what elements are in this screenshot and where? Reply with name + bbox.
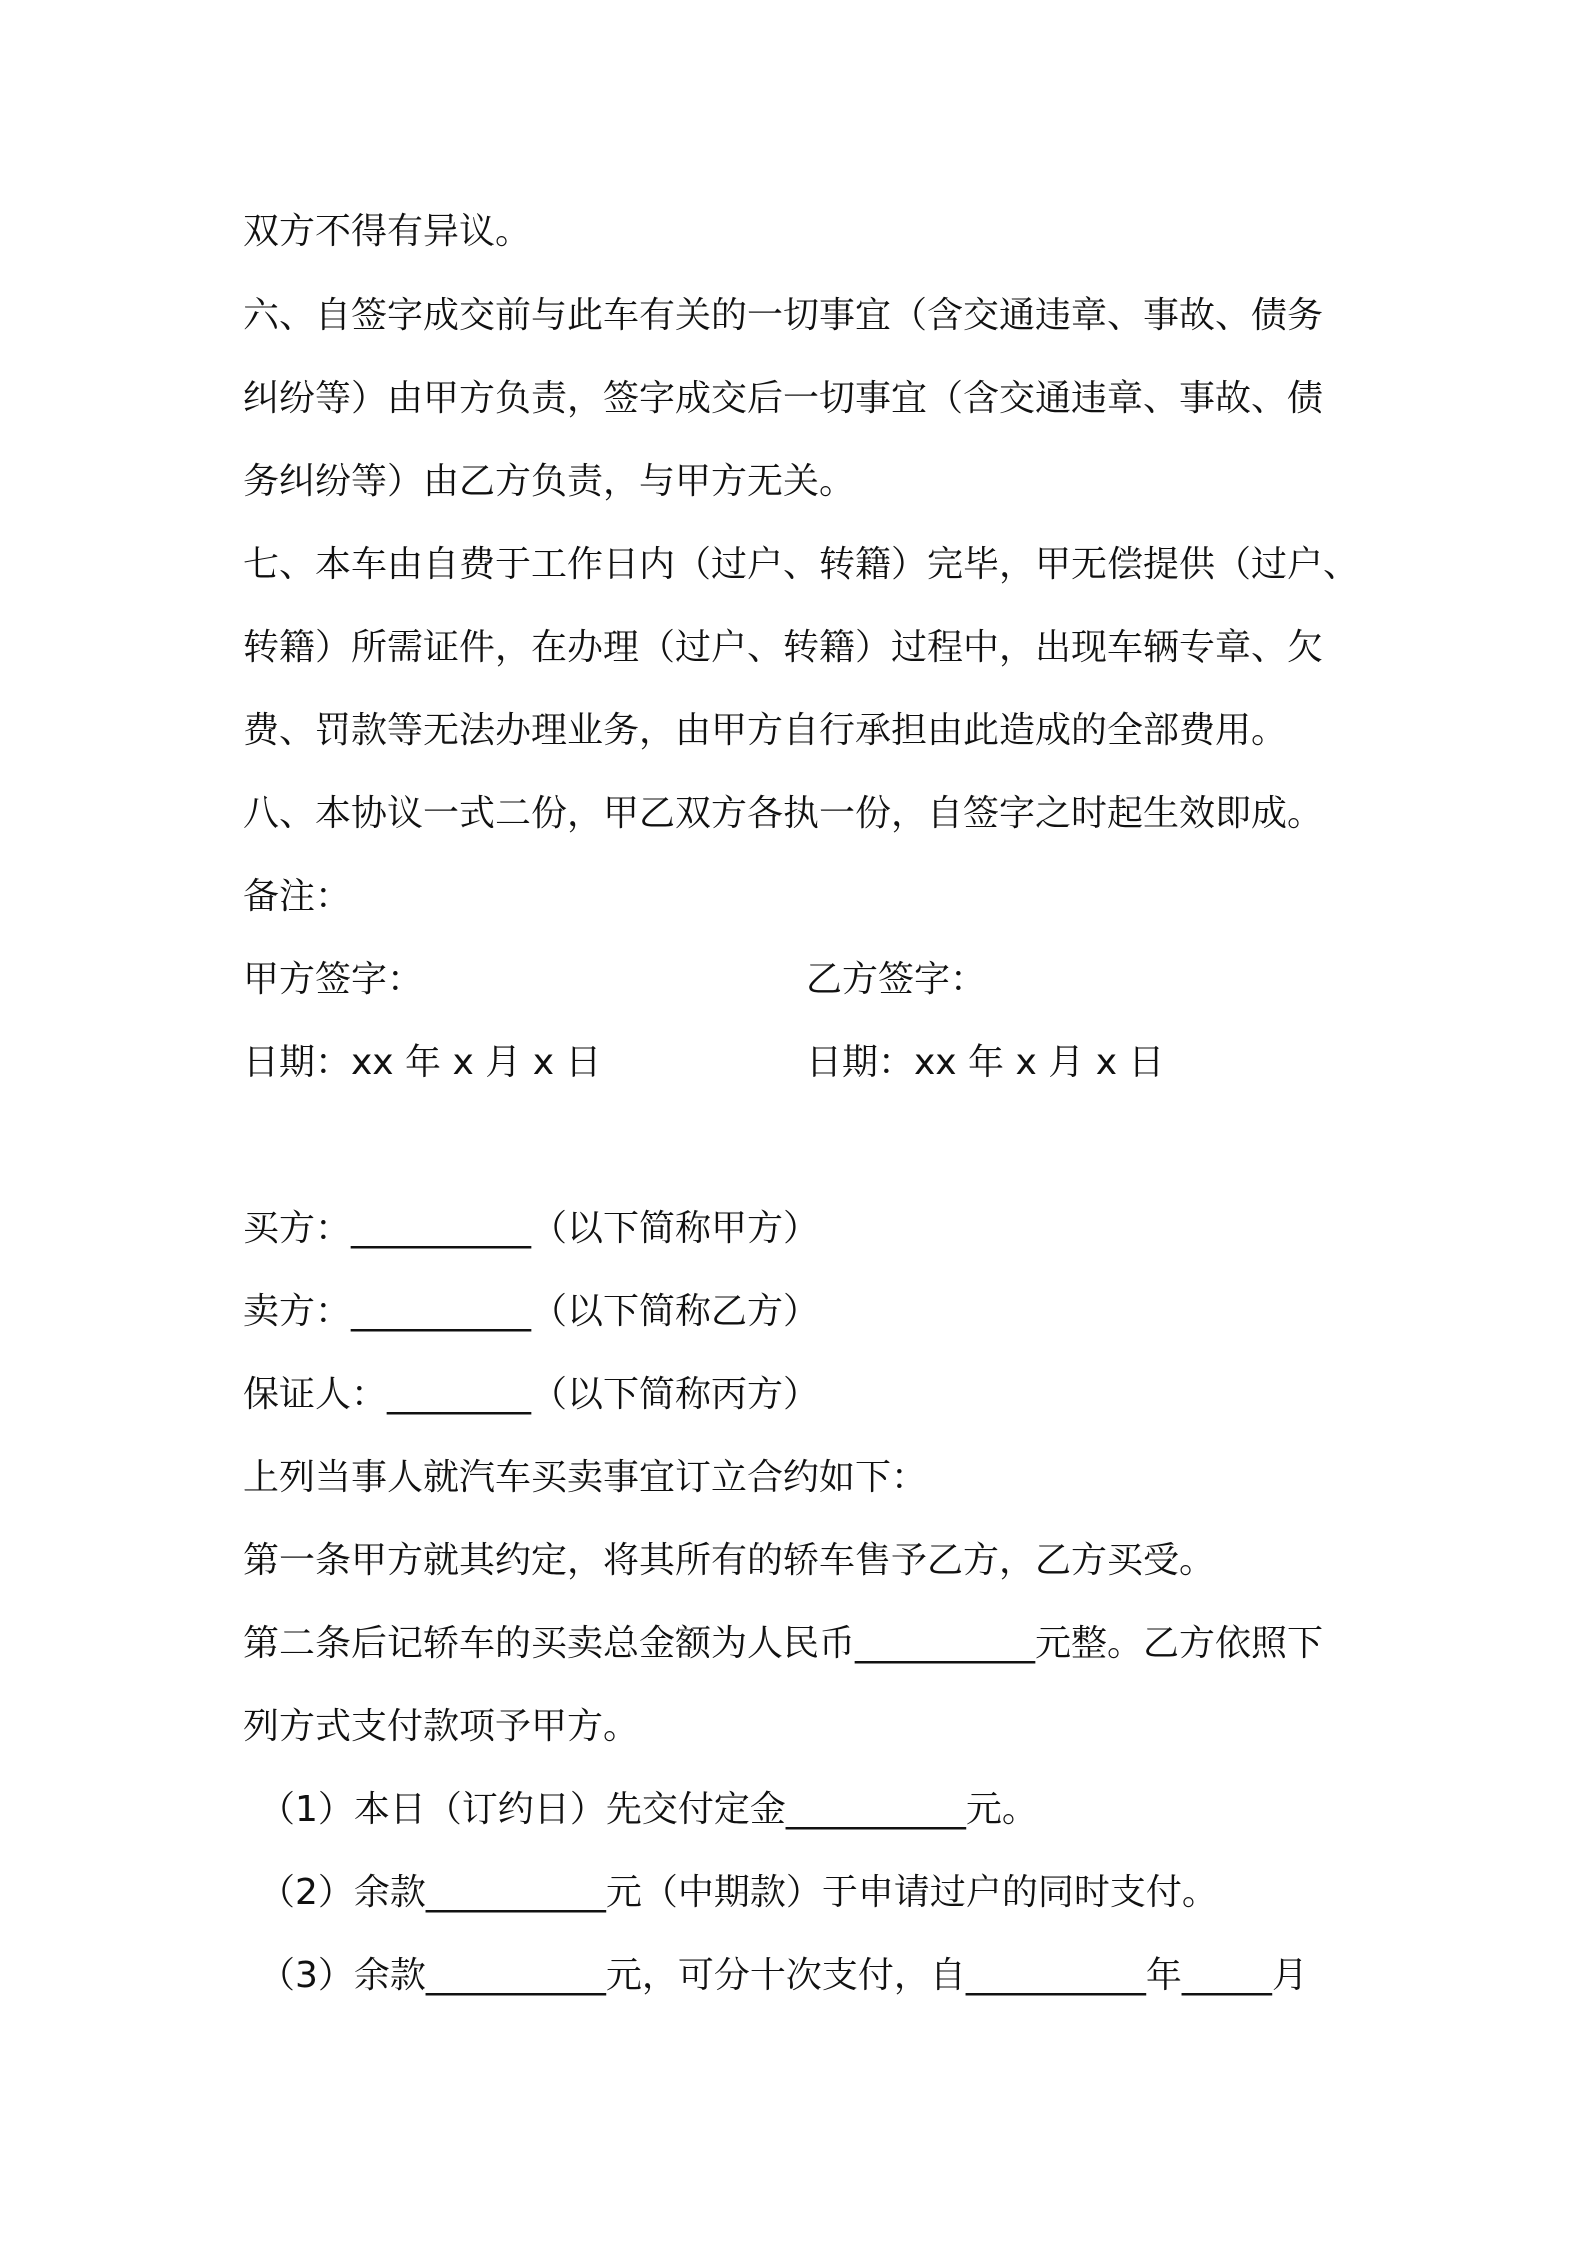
article-two-line: 列方式支付款项予甲方。: [243, 1706, 640, 1747]
remarks-label: 备注：: [243, 876, 352, 917]
clause-six-line: 纠纷等）由甲方负责，签字成交后一切事宜（含交通违章、事故、债: [243, 378, 1324, 419]
clause-seven-line: 费、罚款等无法办理业务，由甲方自行承担由此造成的全部费用。: [243, 710, 1288, 751]
payment-item: （3）余款__________元，可分十次支付，自__________年_____月: [259, 1955, 1308, 1996]
party-a-signature-label: 甲方签字：: [243, 959, 424, 1000]
buyer-line: 买方：__________（以下简称甲方）: [243, 1208, 820, 1249]
payment-item: （2）余款__________元（中期款）于申请过户的同时支付。: [259, 1872, 1218, 1913]
paragraph-line: 双方不得有异议。: [243, 211, 532, 252]
seller-line: 卖方：__________（以下简称乙方）: [243, 1291, 820, 1332]
intro-line: 上列当事人就汽车买卖事宜订立合约如下：: [243, 1457, 928, 1498]
clause-six-line: 务纠纷等）由乙方负责，与甲方无关。: [243, 461, 856, 502]
clause-eight-line: 八、本协议一式二份，甲乙双方各执一份，自签字之时起生效即成。: [243, 793, 1324, 834]
party-b-signature-label: 乙方签字：: [806, 959, 987, 1000]
clause-seven-line: 转籍）所需证件，在办理（过户、转籍）过程中，出现车辆专章、欠: [243, 627, 1324, 668]
article-two-line: 第二条后记轿车的买卖总金额为人民币__________元整。乙方依照下: [243, 1623, 1324, 1664]
party-a-date: 日期：xx 年 x 月 x 日: [243, 1042, 602, 1083]
clause-six-line: 六、自签字成交前与此车有关的一切事宜（含交通违章、事故、债务: [243, 295, 1324, 336]
guarantor-line: 保证人：________（以下简称丙方）: [243, 1374, 820, 1415]
article-one-line: 第一条甲方就其约定，将其所有的轿车售予乙方，乙方买受。: [243, 1540, 1216, 1581]
clause-seven-line: 七、本车由自费于工作日内（过户、转籍）完毕，甲无偿提供（过户、: [243, 544, 1360, 585]
party-b-date: 日期：xx 年 x 月 x 日: [806, 1042, 1165, 1083]
payment-item: （1）本日（订约日）先交付定金__________元。: [259, 1789, 1038, 1830]
